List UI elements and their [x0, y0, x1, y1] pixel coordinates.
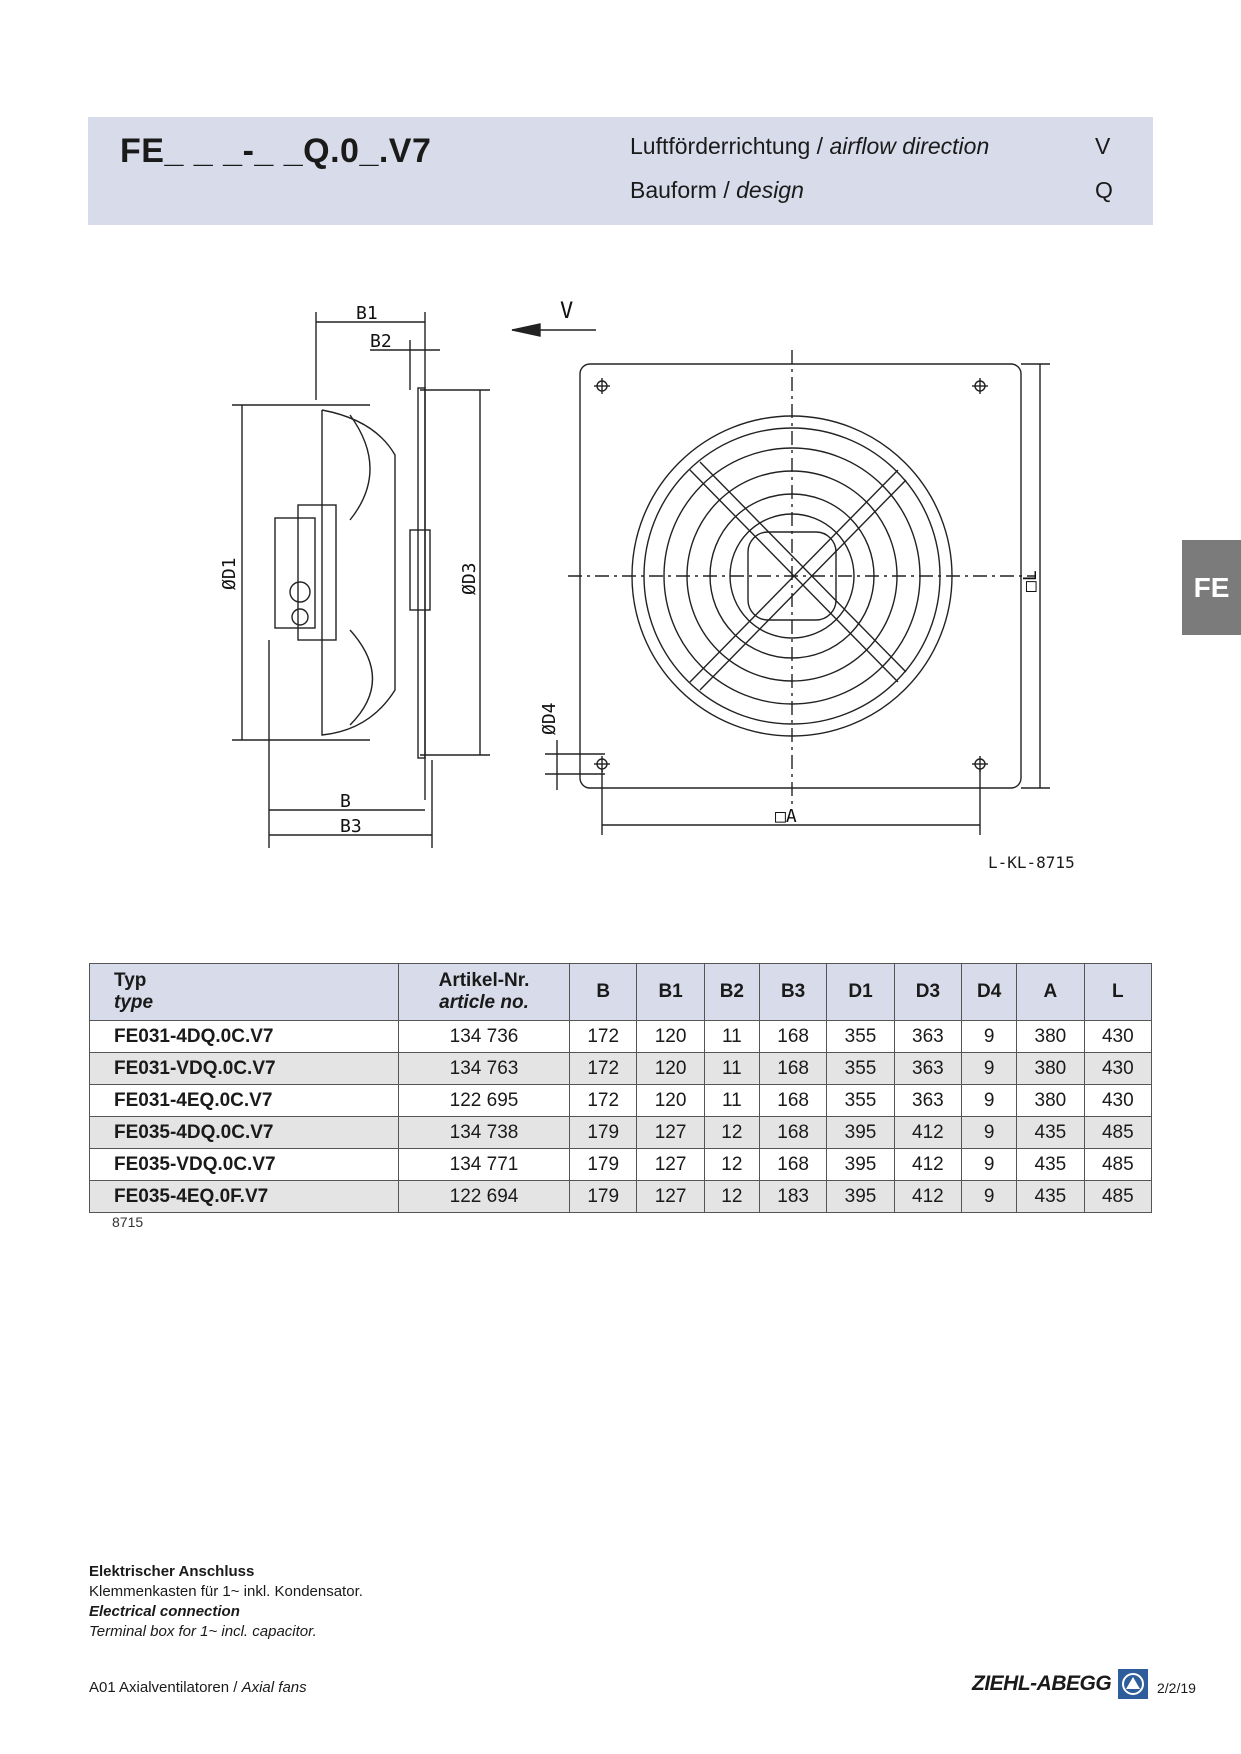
cell-value: 363 [894, 1021, 961, 1053]
cell-article: 134 771 [399, 1149, 570, 1181]
cell-value: 435 [1017, 1149, 1084, 1181]
cell-value: 11 [704, 1053, 759, 1085]
cell-value: 127 [637, 1181, 704, 1213]
label-b1: B1 [356, 303, 378, 324]
footer-date: 2/2/19 [1157, 1680, 1196, 1696]
header-col: L [1084, 964, 1151, 1021]
design-label-en: design [736, 177, 804, 203]
label-v: V [560, 299, 574, 324]
cell-article: 122 695 [399, 1085, 570, 1117]
cell-value: 485 [1084, 1117, 1151, 1149]
electrical-title-de: Elektrischer Anschluss [89, 1563, 255, 1580]
cell-value: 172 [570, 1053, 637, 1085]
table-header-row [90, 964, 1152, 1021]
airflow-direction-value: V [1095, 133, 1111, 159]
design-label-de: Bauform / [630, 177, 737, 203]
label-d1: ØD1 [219, 557, 240, 590]
cell-value: 395 [827, 1117, 894, 1149]
electrical-title-en: Electrical connection [89, 1603, 240, 1620]
cell-value: 412 [894, 1117, 961, 1149]
cell-value: 9 [962, 1085, 1017, 1117]
header-article-en: article no. [439, 992, 529, 1013]
cell-value: 9 [962, 1149, 1017, 1181]
cell-type: FE035-4EQ.0F.V7 [90, 1181, 399, 1213]
cell-value: 395 [827, 1149, 894, 1181]
cell-value: 9 [962, 1117, 1017, 1149]
cell-article: 134 763 [399, 1053, 570, 1085]
header-col: B3 [759, 964, 826, 1021]
cell-value: 430 [1084, 1021, 1151, 1053]
label-d4: ØD4 [539, 702, 560, 735]
cell-value: 430 [1084, 1085, 1151, 1117]
cell-value: 11 [704, 1085, 759, 1117]
cell-value: 355 [827, 1085, 894, 1117]
cell-value: 380 [1017, 1021, 1084, 1053]
cell-value: 395 [827, 1181, 894, 1213]
electrical-connection-section [89, 1562, 363, 1642]
cell-type: FE035-4DQ.0C.V7 [90, 1117, 399, 1149]
cell-value: 363 [894, 1085, 961, 1117]
header-col: B [570, 964, 637, 1021]
cell-value: 435 [1017, 1117, 1084, 1149]
table-row [90, 1181, 1152, 1213]
table-row [90, 1149, 1152, 1181]
header-col: D4 [962, 964, 1017, 1021]
cell-type: FE031-4EQ.0C.V7 [90, 1085, 399, 1117]
airflow-label-en: airflow direction [829, 133, 990, 159]
header-col: A [1017, 964, 1084, 1021]
model-code: FE_ _ _-_ _Q.0_.V7 [120, 132, 432, 170]
cell-value: 380 [1017, 1085, 1084, 1117]
header-col: D1 [827, 964, 894, 1021]
cell-value: 168 [759, 1085, 826, 1117]
cell-article: 122 694 [399, 1181, 570, 1213]
cell-value: 9 [962, 1053, 1017, 1085]
cell-article: 134 736 [399, 1021, 570, 1053]
table-row [90, 1053, 1152, 1085]
cell-value: 172 [570, 1085, 637, 1117]
label-d3: ØD3 [459, 562, 480, 595]
header-col: B2 [704, 964, 759, 1021]
cell-value: 127 [637, 1117, 704, 1149]
cell-value: 9 [962, 1021, 1017, 1053]
header-type [90, 964, 399, 1021]
cell-value: 485 [1084, 1149, 1151, 1181]
cell-value: 120 [637, 1021, 704, 1053]
label-l: □L [1020, 570, 1041, 592]
cell-value: 412 [894, 1181, 961, 1213]
table-row [90, 1117, 1152, 1149]
cell-value: 9 [962, 1181, 1017, 1213]
cell-value: 168 [759, 1117, 826, 1149]
brand-logo-icon [1118, 1669, 1148, 1699]
cell-article: 134 738 [399, 1117, 570, 1149]
cell-value: 430 [1084, 1053, 1151, 1085]
cell-value: 11 [704, 1021, 759, 1053]
label-a: □A [775, 806, 797, 827]
cell-value: 355 [827, 1053, 894, 1085]
cell-value: 168 [759, 1021, 826, 1053]
cell-value: 172 [570, 1021, 637, 1053]
label-b2: B2 [370, 331, 392, 352]
header-type-en: type [114, 992, 154, 1013]
cell-value: 120 [637, 1053, 704, 1085]
cell-value: 179 [570, 1149, 637, 1181]
label-b: B [340, 791, 351, 812]
cell-value: 168 [759, 1149, 826, 1181]
electrical-text-en: Terminal box for 1~ incl. capacitor. [89, 1623, 317, 1640]
header-col: D3 [894, 964, 961, 1021]
header-col: B1 [637, 964, 704, 1021]
cell-value: 127 [637, 1149, 704, 1181]
cell-value: 179 [570, 1117, 637, 1149]
cell-value: 380 [1017, 1053, 1084, 1085]
dimension-table [89, 963, 1152, 1213]
table-note: 8715 [112, 1214, 144, 1230]
cell-value: 179 [570, 1181, 637, 1213]
cell-value: 120 [637, 1085, 704, 1117]
section-tab[interactable]: FE [1182, 540, 1241, 635]
table-row [90, 1085, 1152, 1117]
cell-value: 355 [827, 1021, 894, 1053]
footer-category [89, 1679, 307, 1696]
cell-type: FE031-VDQ.0C.V7 [90, 1053, 399, 1085]
cell-value: 168 [759, 1053, 826, 1085]
table-row [90, 1021, 1152, 1053]
cell-value: 485 [1084, 1181, 1151, 1213]
brand-name: ZIEHL-ABEGG [972, 1672, 1112, 1695]
cell-value: 12 [704, 1149, 759, 1181]
header-type-de: Typ [114, 970, 147, 991]
cell-value: 12 [704, 1117, 759, 1149]
design-value: Q [1095, 177, 1113, 203]
cell-value: 363 [894, 1053, 961, 1085]
drawing-reference: L-KL-8715 [988, 853, 1075, 872]
header-article [399, 964, 570, 1021]
header-article-de: Artikel-Nr. [438, 970, 530, 991]
cell-value: 12 [704, 1181, 759, 1213]
cell-value: 412 [894, 1149, 961, 1181]
footer-left-de: A01 Axialventilatoren / [89, 1679, 242, 1696]
cell-type: FE035-VDQ.0C.V7 [90, 1149, 399, 1181]
cell-value: 435 [1017, 1181, 1084, 1213]
airflow-label-de: Luftförderrichtung / [630, 133, 830, 159]
electrical-text-de: Klemmenkasten für 1~ inkl. Kondensator. [89, 1583, 363, 1600]
cell-type: FE031-4DQ.0C.V7 [90, 1021, 399, 1053]
cell-value: 183 [759, 1181, 826, 1213]
label-b3: B3 [340, 816, 362, 837]
footer-left-en: Axial fans [241, 1679, 307, 1696]
